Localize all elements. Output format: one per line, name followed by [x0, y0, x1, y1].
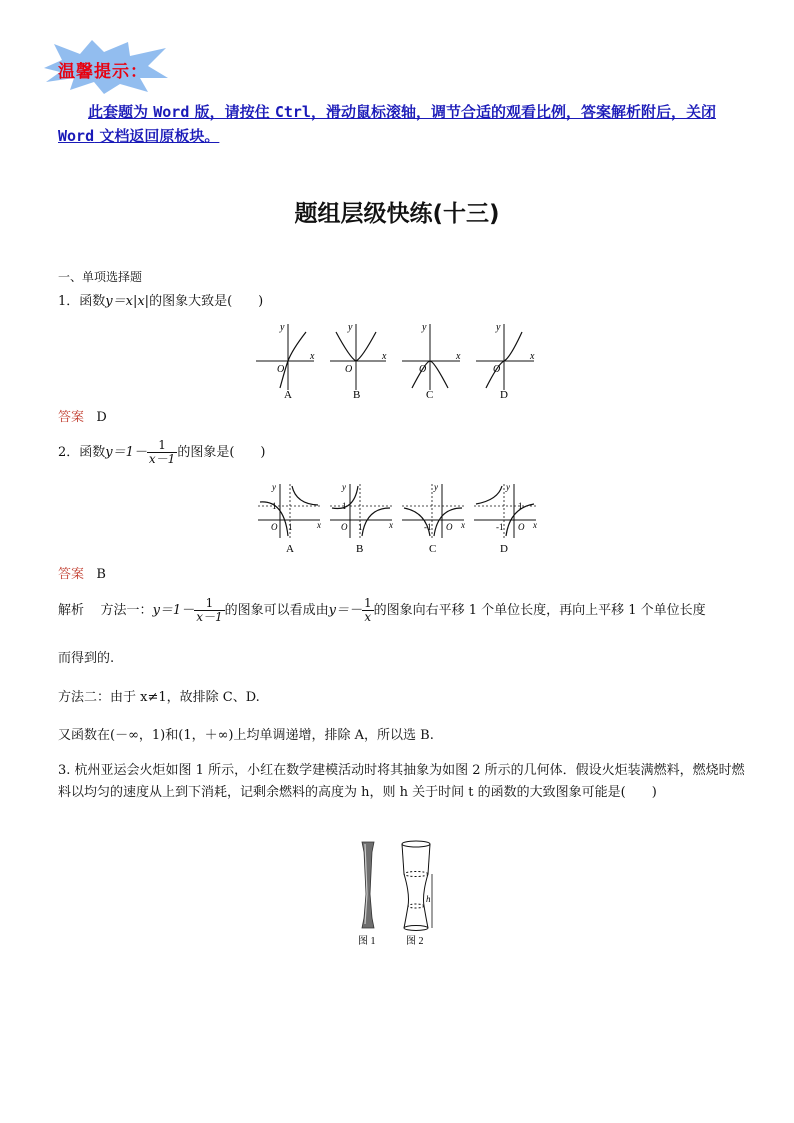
svg-text:y: y	[272, 482, 276, 492]
svg-text:y: y	[342, 482, 346, 492]
svg-text:x: x	[530, 351, 535, 362]
svg-text:O: O	[446, 522, 453, 532]
question-1-stem: 1．函数y＝x|x|的图象大致是( )	[58, 294, 264, 309]
svg-text:O: O	[493, 364, 501, 375]
svg-text:O: O	[419, 364, 427, 375]
question-1-answer: 答案 D	[58, 410, 107, 425]
tip-notice: 此套题为 Word 版，请按住 Ctrl，滑动鼠标滚轴，调节合适的观看比例，答案解析附后，关闭 Word 文档返回原板块。	[58, 103, 716, 145]
svg-text:O: O	[277, 364, 285, 375]
svg-text:y: y	[348, 322, 353, 333]
svg-text:x: x	[317, 520, 321, 530]
question-2-answer: 答案 B	[58, 567, 106, 582]
question-2-method-2: 方法二：由于 x≠1，故排除 C、D.	[58, 690, 260, 705]
q2-graph-a-right	[292, 486, 318, 505]
page-title: 题组层级快练(十三)	[294, 201, 500, 227]
q2-option-a-label: A	[286, 543, 294, 555]
question-2-method-2-cont: 又函数在(－∞，1)和(1，＋∞)上均单调递增，排除 A，所以选 B.	[58, 728, 434, 743]
svg-text:x: x	[389, 520, 393, 530]
svg-text:y: y	[506, 482, 510, 492]
figure-2-caption: 图 2	[406, 936, 424, 947]
option-a-label: A	[284, 389, 292, 401]
svg-text:h: h	[426, 894, 431, 904]
torch-figure-1	[362, 842, 374, 928]
svg-text:1: 1	[288, 522, 293, 532]
geometry-figure-2	[402, 841, 432, 931]
question-2-method-1: 解析 方法一：y＝1－ $\frac{1}{x-1}$ 的图象可以看成由y＝－ $\frac{1}{x}$ 的图象向右平移 1 个单位长度，再向上平移 1 个单位长度	[58, 596, 706, 624]
svg-text:O: O	[271, 522, 278, 532]
svg-text:y: y	[434, 482, 438, 492]
svg-text:y: y	[422, 322, 427, 333]
tip-title: 温馨提示：	[58, 62, 148, 82]
q2-option-c-label: C	[429, 543, 437, 555]
svg-text:1: 1	[272, 501, 277, 511]
question-2-options-graphs	[254, 478, 554, 558]
graph-a-curve	[280, 332, 306, 388]
option-d-label: D	[500, 389, 508, 401]
svg-text:y: y	[280, 322, 285, 333]
option-c-label: C	[426, 389, 434, 401]
q2-option-d-label: D	[500, 543, 508, 555]
svg-text:x: x	[310, 351, 315, 362]
option-b-label: B	[353, 389, 361, 401]
question-2-method-1-end: 而得到的.	[58, 651, 115, 666]
svg-text:-1: -1	[424, 522, 432, 532]
svg-text:-1: -1	[496, 522, 504, 532]
figure-1-caption: 图 1	[358, 936, 376, 947]
svg-text:x: x	[461, 520, 465, 530]
svg-text:y: y	[496, 322, 501, 333]
svg-text:x: x	[456, 351, 461, 362]
question-3-figures	[350, 834, 440, 952]
svg-text:x: x	[533, 520, 537, 530]
svg-text:1: 1	[518, 501, 523, 511]
q2-option-b-label: B	[356, 543, 364, 555]
q2-graph-d-left	[476, 486, 502, 504]
svg-text:O: O	[518, 522, 525, 532]
question-2-stem: 2．函数y＝1－ $\frac{1}{x-1}$ 的图象是( )	[58, 438, 266, 466]
svg-text:O: O	[341, 522, 348, 532]
question-3-stem: 3. 杭州亚运会火炬如图 1 所示，小红在数学建模活动时将其抽象为如图 2 所示的几何体．假设火炬装满燃料，燃烧时燃料以均匀的速度从上到下消耗，记剩余燃料的高度为 h，则 h 关于时间 t 的函数的大致图象可能是( )	[58, 763, 745, 800]
svg-text:1: 1	[358, 522, 363, 532]
svg-text:1: 1	[342, 501, 347, 511]
question-1-options-graphs	[250, 318, 550, 402]
section-heading: 一、单项选择题	[58, 270, 143, 284]
svg-text:x: x	[382, 351, 387, 362]
q2-graph-b-right	[362, 508, 390, 536]
svg-text:O: O	[345, 364, 353, 375]
